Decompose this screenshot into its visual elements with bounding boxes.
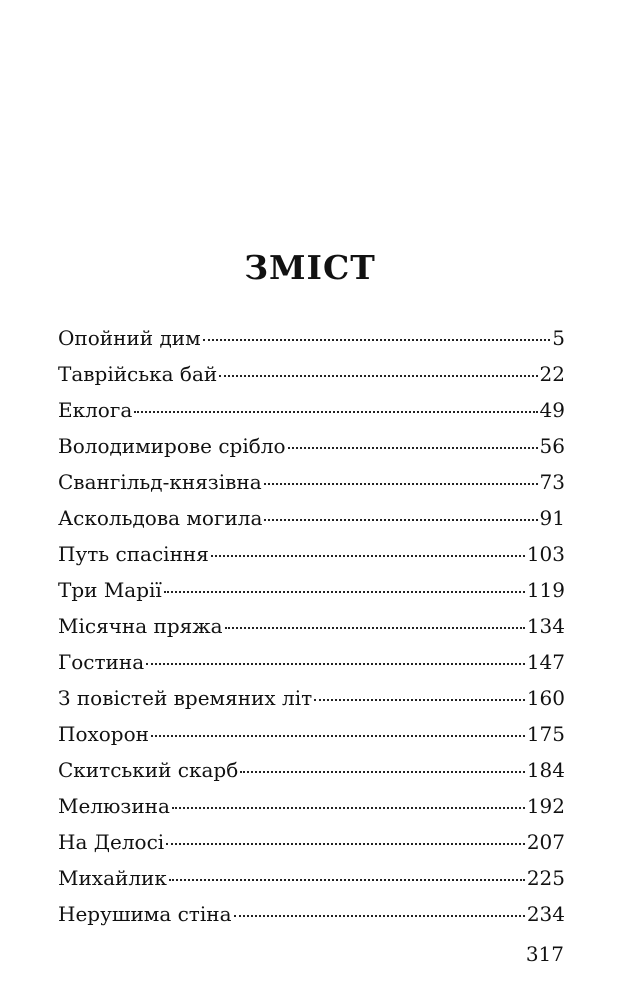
dot-leader <box>264 500 537 521</box>
toc-entry <box>58 572 565 608</box>
toc-entry-title: Похорон <box>58 722 149 746</box>
dot-leader <box>164 572 525 593</box>
toc-entry-page: 207 <box>526 830 565 854</box>
toc-entry <box>58 644 565 680</box>
toc-entry-title: Три Марії <box>58 578 162 602</box>
dot-leader <box>240 752 525 773</box>
toc-entry-page: 22 <box>539 362 565 386</box>
dot-leader <box>146 644 525 665</box>
toc-entry-page: 175 <box>526 722 565 746</box>
dot-leader <box>172 788 525 809</box>
toc-entry <box>58 752 565 788</box>
toc-entry-title: Гостина <box>58 650 145 674</box>
toc-entry-title: На Делосі <box>58 830 165 854</box>
table-of-contents <box>58 320 565 932</box>
toc-entry-title: Скитський скарб <box>58 758 239 782</box>
dot-leader <box>219 356 537 377</box>
toc-entry <box>58 464 565 500</box>
toc-entry-title: Таврійська бай <box>58 362 218 386</box>
toc-entry-page: 184 <box>526 758 565 782</box>
dot-leader <box>169 860 525 881</box>
dot-leader <box>234 896 525 917</box>
dot-leader <box>288 428 538 449</box>
toc-entry-title: Аскольдова могила <box>58 506 263 530</box>
toc-entry <box>58 788 565 824</box>
toc-entry-page: 234 <box>526 902 565 926</box>
dot-leader <box>203 320 551 341</box>
toc-entry <box>58 716 565 752</box>
contents-heading: ЗМІСТ <box>244 248 376 287</box>
toc-entry-title: Мелюзина <box>58 794 170 818</box>
toc-entry-page: 160 <box>526 686 565 710</box>
toc-entry-page: 147 <box>526 650 565 674</box>
toc-entry-title: Свангільд-князівна <box>58 470 262 494</box>
toc-entry-page: 56 <box>539 434 565 458</box>
toc-entry-page: 5 <box>552 326 565 350</box>
dot-leader <box>166 824 525 845</box>
toc-entry-page: 119 <box>526 578 565 602</box>
toc-entry-title: З повістей времяних літ <box>58 686 313 710</box>
dot-leader <box>134 392 537 413</box>
toc-entry <box>58 680 565 716</box>
toc-entry-page: 49 <box>539 398 565 422</box>
toc-entry <box>58 428 565 464</box>
toc-entry-page: 225 <box>526 866 565 890</box>
toc-entry <box>58 896 565 932</box>
toc-entry-title: Володимирове срібло <box>58 434 286 458</box>
toc-entry-title: Нерушима стіна <box>58 902 232 926</box>
dot-leader <box>211 536 525 557</box>
toc-entry-title: Путь спасіння <box>58 542 209 566</box>
page-number: 317 <box>525 942 564 966</box>
dot-leader <box>225 608 525 629</box>
dot-leader <box>264 464 538 485</box>
toc-entry-title: Еклога <box>58 398 133 422</box>
toc-entry <box>58 608 565 644</box>
dot-leader <box>314 680 525 701</box>
toc-entry <box>58 860 565 896</box>
toc-entry-page: 103 <box>526 542 565 566</box>
toc-entry-page: 73 <box>539 470 565 494</box>
toc-entry-title: Місячна пряжа <box>58 614 223 638</box>
toc-entry <box>58 320 565 356</box>
toc-entry <box>58 392 565 428</box>
toc-entry <box>58 500 565 536</box>
dot-leader <box>151 716 525 737</box>
toc-entry-title: Опойний дим <box>58 326 201 350</box>
toc-entry <box>58 356 565 392</box>
toc-entry <box>58 536 565 572</box>
toc-entry-page: 134 <box>526 614 565 638</box>
toc-entry-page: 192 <box>526 794 565 818</box>
toc-entry <box>58 824 565 860</box>
toc-entry-title: Михайлик <box>58 866 167 890</box>
toc-entry-page: 91 <box>539 506 565 530</box>
